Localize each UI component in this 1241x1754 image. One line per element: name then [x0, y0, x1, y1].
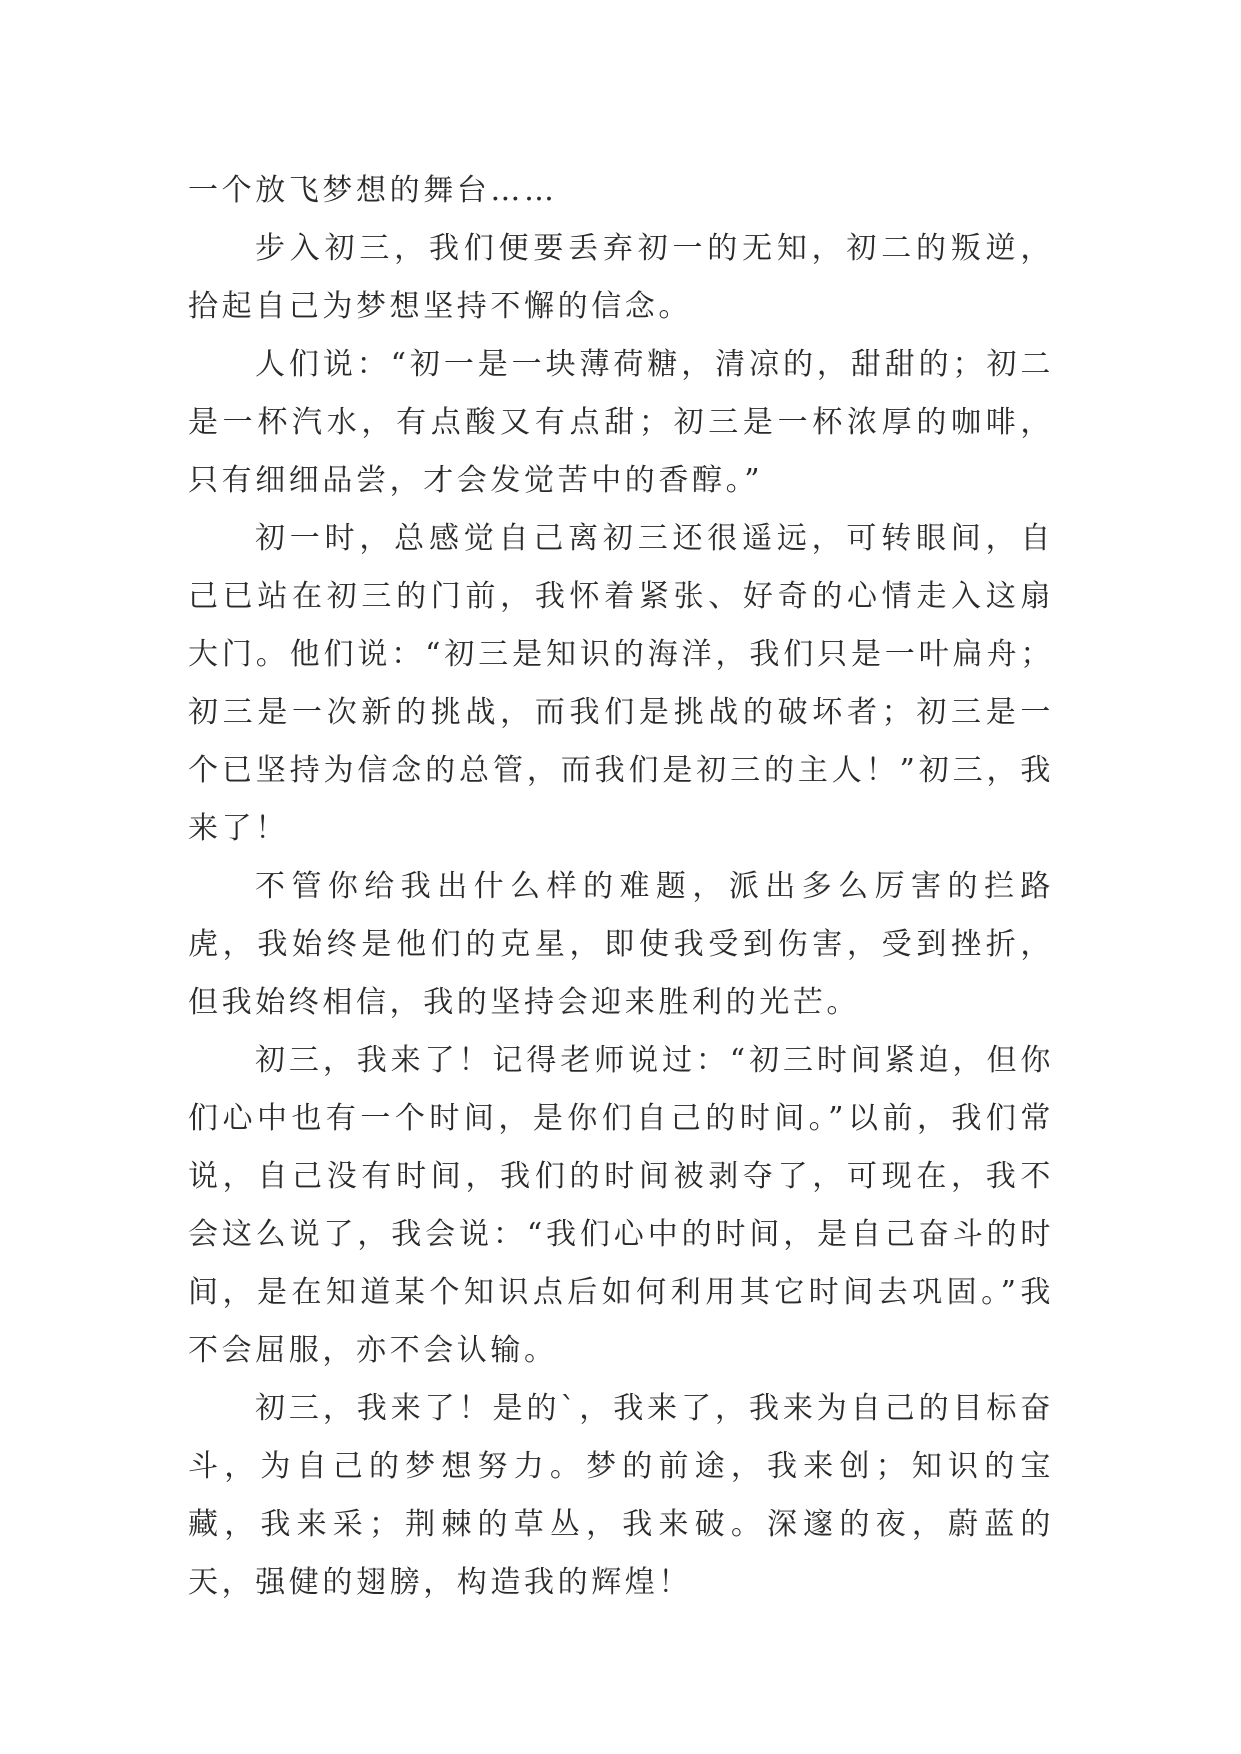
paragraph: 人们说：“初一是一块薄荷糖，清凉的，甜甜的；初二是一杯汽水，有点酸又有点甜；初三是一杯浓厚的咖啡，只有细细品尝，才会发觉苦中的香醇。”	[188, 347, 1054, 498]
document-body	[188, 162, 1054, 1612]
paragraph: 初三，我来了！是的`，我来了，我来为自己的目标奋斗，为自己的梦想努力。梦的前途，我来创；知识的宝藏，我来采；荆棘的草丛，我来破。深邃的夜，蔚蓝的天，强健的翅膀，构造我的辉煌！	[188, 1391, 1054, 1600]
paragraph: 初一时，总感觉自己离初三还很遥远，可转眼间，自己已站在初三的门前，我怀着紧张、好奇的心情走入这扇大门。他们说：“初三是知识的海洋，我们只是一叶扁舟；初三是一次新的挑战，而我们是挑战的破坏者；初三是一个已坚持为信念的总管，而我们是初三的主人！”初三，我来了！	[188, 521, 1054, 846]
paragraph: 步入初三，我们便要丢弃初一的无知，初二的叛逆，拾起自己为梦想坚持不懈的信念。	[188, 231, 1054, 324]
paragraph-continuation: 一个放飞梦想的舞台……	[188, 173, 558, 208]
paragraph: 初三，我来了！记得老师说过：“初三时间紧迫，但你们心中也有一个时间，是你们自己的时间。”以前，我们常说，自己没有时间，我们的时间被剥夺了，可现在，我不会这么说了，我会说：“我们心中的时间，是自己奋斗的时间，是在知道某个知识点后如何利用其它时间去巩固。”我不会屈服，亦不会认输。	[188, 1043, 1054, 1368]
paragraph: 不管你给我出什么样的难题，派出多么厉害的拦路虎，我始终是他们的克星，即使我受到伤害，受到挫折，但我始终相信，我的坚持会迎来胜利的光芒。	[188, 869, 1054, 1020]
